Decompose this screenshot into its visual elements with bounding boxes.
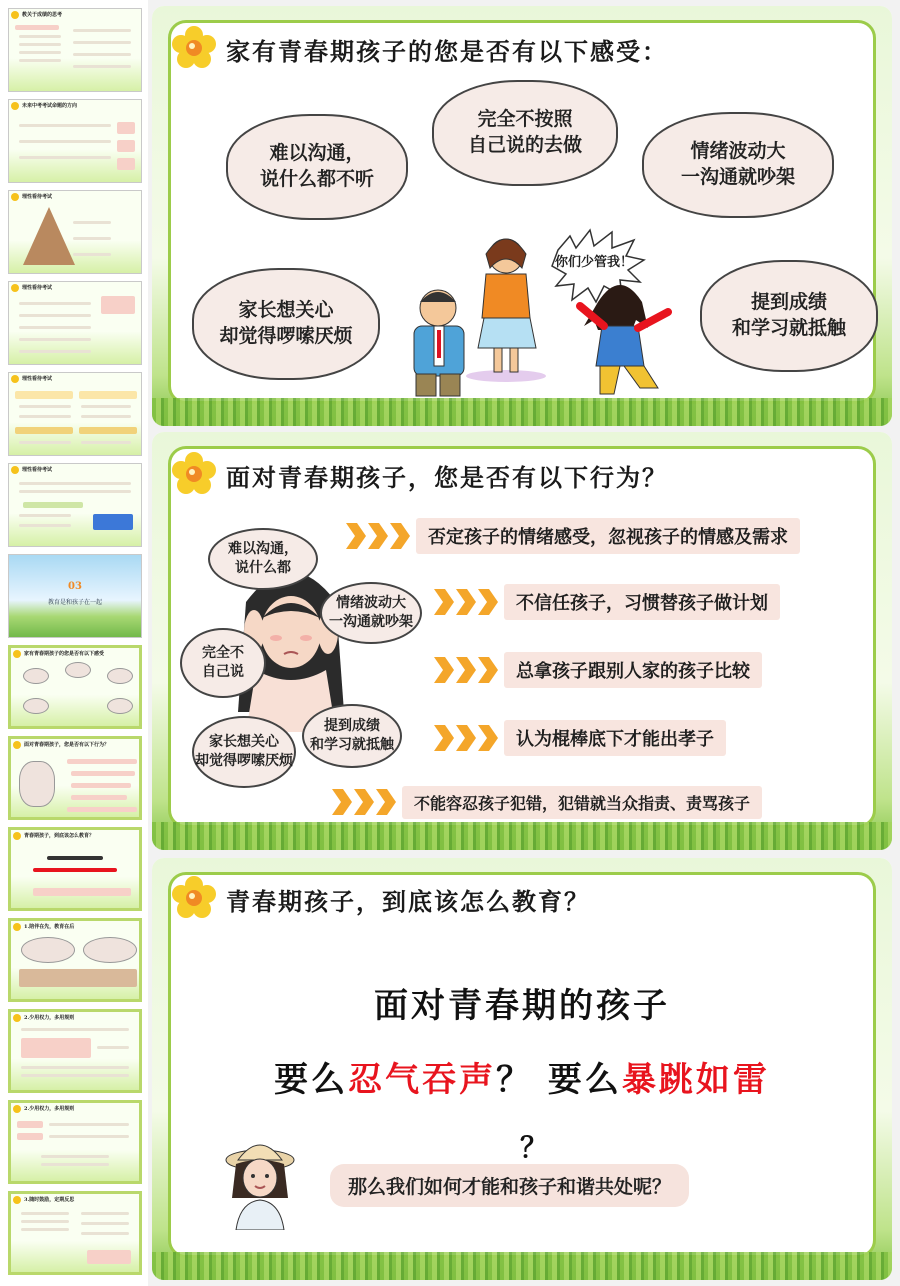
thumb-line — [97, 1046, 129, 1049]
cloud-text: 难以沟通， — [269, 142, 365, 165]
behavior-text: 不信任孩子，习惯替孩子做计划 — [504, 584, 780, 620]
cloud-text: 提到成绩 — [324, 718, 380, 735]
section-number: 03 — [68, 581, 82, 592]
thumb-line — [21, 1028, 129, 1031]
thumbnail-slide-11[interactable] — [8, 918, 142, 1002]
behavior-text: 总拿孩子跟别人家的孩子比较 — [504, 652, 762, 688]
thumb-cloud — [83, 937, 137, 963]
thumb-line — [49, 1135, 129, 1138]
flower-icon — [11, 375, 19, 383]
thumbnail-title: 2.少用权力，多用规则 — [24, 1106, 75, 1112]
thumb-line — [19, 59, 61, 62]
mother-figure — [478, 239, 536, 372]
thumb-line — [19, 314, 91, 317]
cloud-text: 和学习就抵触 — [310, 737, 394, 753]
thumb-line — [19, 302, 91, 305]
cloud-text: 却觉得啰嗦厌烦 — [195, 753, 293, 769]
thumbnail-title: 面对青春期孩子，您是否有以下行为？ — [24, 742, 110, 748]
flower-icon — [172, 876, 216, 920]
thumb-line — [71, 771, 135, 776]
thumb-tag — [117, 158, 135, 170]
pyramid-graphic — [23, 207, 75, 265]
flower-icon — [13, 650, 21, 658]
chevron-arrows-icon — [434, 657, 504, 683]
flower-icon — [172, 452, 216, 496]
chevron-arrows-icon — [434, 589, 504, 615]
flower-icon — [13, 1105, 21, 1113]
thumb-line — [73, 41, 131, 44]
feeling-cloud — [700, 260, 878, 372]
slide-canvas-1[interactable] — [152, 6, 892, 426]
thumbnail-title: 理性看待考试 — [22, 376, 53, 382]
thumbnail-title: 家有青春期孩子的您是否有以下感受 — [24, 651, 105, 657]
thumb-line — [19, 156, 111, 159]
landscape-background — [9, 555, 141, 637]
thumb-line — [21, 1220, 69, 1223]
thumbnail-title: 青春期孩子，到底该怎么教育？ — [24, 833, 95, 839]
thumb-line — [19, 524, 71, 527]
behavior-item — [434, 652, 762, 688]
thumbnail-slide-9[interactable] — [8, 736, 142, 820]
thumb-tag — [17, 1121, 43, 1128]
thumbnail-title: 教育是和孩子在一起 — [47, 599, 102, 606]
cloud-text: 却觉得啰嗦厌烦 — [219, 325, 353, 347]
father-figure — [414, 290, 464, 396]
cloud-text: 难以沟通， — [228, 541, 298, 558]
thumb-line — [19, 338, 91, 341]
thumbnail-slide-4[interactable] — [8, 281, 142, 365]
flower-icon — [13, 923, 21, 931]
chevron-arrows-icon — [434, 725, 504, 751]
thumb-tag — [17, 1133, 43, 1140]
thumb-line — [71, 795, 127, 800]
thumbnail-slide-3[interactable] — [8, 190, 142, 274]
thumb-cloud — [23, 668, 49, 684]
thumb-line — [19, 140, 111, 143]
thumb-line — [21, 1228, 69, 1231]
thumb-cloud — [107, 668, 133, 684]
feeling-cloud — [302, 704, 402, 768]
thumb-tag — [117, 140, 135, 152]
thumb-line — [67, 807, 137, 812]
thumb-girl — [19, 761, 55, 807]
thumb-line — [19, 405, 71, 408]
flower-icon — [13, 1196, 21, 1204]
thumbnail-slide-2[interactable] — [8, 99, 142, 183]
thumb-line — [19, 482, 131, 485]
thumb-line — [71, 783, 131, 788]
thumbnail-slide-8[interactable] — [8, 645, 142, 729]
thumbnail-slide-6[interactable] — [8, 463, 142, 547]
question-bubble: 那么我们如何才能和孩子和谐共处呢？ — [330, 1164, 689, 1207]
slide-title: 青春期孩子，到底该怎么教育？ — [226, 887, 590, 916]
cloud-text: 家长想关心 — [238, 299, 334, 322]
thumbnail-title: 教关于成绩的思考 — [22, 12, 63, 18]
flower-icon — [11, 11, 19, 19]
feeling-cloud — [226, 114, 408, 220]
grass-decoration — [152, 822, 892, 850]
slide-canvas-3[interactable] — [152, 858, 892, 1280]
thumb-tag — [23, 502, 83, 508]
choice-highlight-2: 暴跳如雷 — [621, 1060, 770, 1100]
thumb-line — [19, 51, 61, 54]
thumb-stamp — [87, 1250, 131, 1264]
behavior-text: 否定孩子的情绪感受，忽视孩子的情感及需求 — [416, 518, 800, 554]
thumb-tag — [15, 391, 73, 399]
thumbnail-title: 1.陪伴在先，教育在后 — [24, 924, 75, 930]
feeling-cloud — [192, 268, 380, 380]
slide-title: 面对青春期孩子，您是否有以下行为？ — [226, 463, 668, 492]
thumb-line — [81, 1212, 129, 1215]
feeling-cloud — [208, 528, 318, 590]
thumb-bubble — [33, 888, 131, 896]
thumb-cloud — [21, 937, 75, 963]
behavior-item — [434, 584, 780, 620]
thumb-line — [19, 415, 71, 418]
cloud-text: 一沟通就吵架 — [329, 614, 413, 630]
thumb-line — [21, 1066, 129, 1069]
thumb-cloud — [23, 698, 49, 714]
thumbnail-slide-1[interactable] — [8, 8, 142, 92]
thumb-tag — [79, 391, 137, 399]
cloud-text: 自己说的去做 — [467, 134, 582, 156]
thumb-cloud — [107, 698, 133, 714]
feeling-cloud — [192, 716, 296, 788]
chevron-arrows-icon — [346, 523, 416, 549]
feeling-cloud — [642, 112, 834, 218]
flower-icon — [11, 102, 19, 110]
thumbnail-slide-7[interactable] — [8, 554, 142, 638]
shout-text: 你们少管我！ — [554, 255, 634, 270]
grass-decoration — [152, 1252, 892, 1280]
slide-title: 家有青春期孩子的您是否有以下感受： — [226, 37, 668, 66]
behavior-text: 不能容忍孩子犯错，犯错就当众指责、责骂孩子 — [402, 786, 762, 819]
flower-icon — [11, 466, 19, 474]
cloud-text: 自己说 — [202, 664, 244, 680]
main-statement: 面对青春期的孩子 — [374, 986, 670, 1026]
flower-icon — [11, 193, 19, 201]
question-mark: ？ — [520, 1131, 549, 1164]
thumbnail-title: 3.随时鼓励，定期反思 — [24, 1197, 75, 1203]
chevron-arrows-icon — [332, 789, 402, 815]
thumb-line — [81, 441, 131, 444]
thumb-tag — [117, 122, 135, 134]
thumb-line — [41, 1155, 109, 1158]
thumb-line — [81, 1222, 129, 1225]
thumb-line — [15, 25, 59, 30]
thumbnail-title: 2.少用权力，多用规则 — [24, 1015, 75, 1021]
cloud-text: 说什么都 — [235, 560, 291, 576]
choice-highlight-1: 忍气吞声 — [348, 1060, 497, 1100]
thumb-tag — [101, 296, 135, 314]
thumb-line — [19, 326, 91, 329]
thumbnail-title: 理性看待考试 — [22, 467, 53, 473]
cloud-text: 完全不按照 — [477, 108, 573, 131]
behavior-item — [332, 784, 762, 820]
thumb-line — [67, 759, 137, 764]
family-argument-illustration — [398, 218, 698, 404]
behavior-text: 认为棍棒底下才能出孝子 — [504, 720, 726, 756]
thumb-line — [73, 253, 111, 256]
thumb-line — [33, 868, 117, 872]
choice-statement — [152, 1052, 892, 1101]
slide-thumbnail-panel[interactable] — [0, 0, 148, 1286]
thumbnail-slide-12[interactable] — [8, 1009, 142, 1093]
thumb-photos — [19, 969, 137, 987]
thumb-line — [19, 441, 71, 444]
thumb-line — [19, 35, 61, 38]
choice-text: 要么 — [274, 1060, 349, 1100]
thumb-line — [47, 856, 103, 860]
thumb-line — [73, 65, 131, 68]
cloud-text: 说什么都不听 — [259, 168, 374, 190]
cloud-text: 和学习就抵触 — [731, 317, 846, 339]
thumb-cloud — [65, 662, 91, 678]
flower-icon — [13, 832, 21, 840]
thumb-line — [49, 1123, 129, 1126]
thumb-line — [19, 514, 71, 517]
thumb-line — [19, 350, 91, 353]
thumb-tag — [15, 427, 73, 434]
cloud-text: 提到成绩 — [750, 291, 827, 314]
thumb-tag — [21, 1038, 91, 1058]
thumb-line — [19, 124, 111, 127]
girl-figure — [580, 285, 668, 394]
thumbnail-title: 理性看待考试 — [22, 194, 53, 200]
thumb-line — [21, 1074, 129, 1077]
thumb-tag — [79, 427, 137, 434]
feeling-cloud — [320, 582, 422, 644]
flower-icon — [172, 26, 216, 70]
thumbnail-slide-10[interactable] — [8, 827, 142, 911]
flower-icon — [13, 1014, 21, 1022]
feeling-cloud — [432, 80, 618, 186]
flower-icon — [11, 284, 19, 292]
thumb-line — [73, 221, 111, 224]
thumbnail-slide-13[interactable] — [8, 1100, 142, 1184]
thumb-line — [73, 237, 111, 240]
thumb-line — [73, 53, 131, 56]
thumbnail-slide-14[interactable] — [8, 1191, 142, 1275]
cloud-text: 家长想关心 — [209, 734, 279, 751]
thumbnail-slide-5[interactable] — [8, 372, 142, 456]
thumb-tag — [93, 514, 133, 530]
cloud-text: 一沟通就吵架 — [680, 166, 795, 188]
slide-canvas-2[interactable] — [152, 432, 892, 850]
thumbnail-title: 未来中考考试命题的方向 — [22, 103, 78, 109]
thumb-line — [21, 1212, 69, 1215]
choice-text: ？ 要么 — [496, 1060, 622, 1100]
behavior-item — [346, 518, 800, 554]
thumb-line — [41, 1163, 109, 1166]
girl-with-hat-illustration — [222, 1134, 298, 1230]
cloud-text: 情绪波动大 — [336, 595, 406, 612]
cloud-text: 情绪波动大 — [690, 140, 786, 163]
thumb-line — [19, 43, 61, 46]
thumb-line — [19, 490, 131, 493]
thumb-line — [73, 29, 131, 32]
flower-icon — [13, 741, 21, 749]
thumb-line — [81, 415, 131, 418]
thumbnail-title: 理性看待考试 — [22, 285, 53, 291]
thumb-line — [81, 1232, 129, 1235]
behavior-item — [434, 720, 726, 756]
thumb-line — [81, 405, 131, 408]
feeling-cloud — [180, 628, 266, 698]
cloud-text: 完全不 — [202, 645, 244, 662]
